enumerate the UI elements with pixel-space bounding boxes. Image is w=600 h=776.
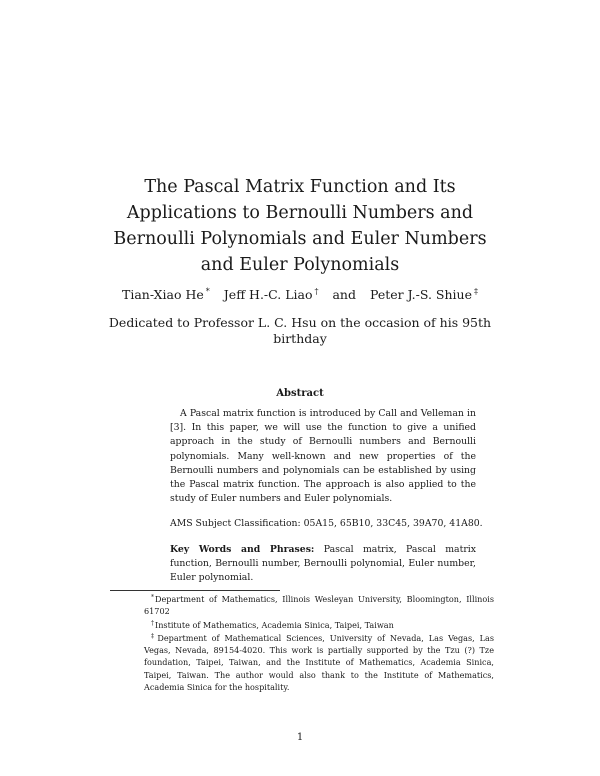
keywords <box>170 543 476 586</box>
author-name: Tian-Xiao He <box>122 287 204 302</box>
footnote-mark: ‡ <box>151 632 157 640</box>
footnote-mark: † <box>151 619 154 627</box>
abstract-heading: Abstract <box>276 388 324 399</box>
author <box>122 287 210 302</box>
page-number: 1 <box>296 732 304 743</box>
author-name: Peter J.-S. Shiue <box>370 287 472 302</box>
title-line: Applications to Bernoulli Numbers and <box>126 203 474 223</box>
footnote <box>144 592 494 618</box>
author-conjunction: and <box>332 287 356 302</box>
footnote <box>144 631 494 693</box>
abstract-text: A Pascal matrix function is introduced by Call and Velleman in [3]. In this paper, we will use the function to give a unified approach in the study of Bernoulli numbers and Bernoulli polynomials. Many well-known and new properties of the Bernoulli numbers and polynomials can be established by using the Pascal matrix function. The approach is also applied to the study of Euler numbers and Euler polynomials. <box>170 408 476 505</box>
author-footnote-mark: ‡ <box>473 287 478 296</box>
author-name: Jeff H.-C. Liao <box>223 287 313 302</box>
title-line: Bernoulli Polynomials and Euler Numbers <box>113 229 487 249</box>
title-line: The Pascal Matrix Function and Its <box>144 177 456 197</box>
footnote-rule <box>110 590 280 591</box>
keywords-text: Pascal matrix, Pascal matrix function, Bernoulli number, Bernoulli polynomial, Euler number, Euler polynomial. <box>170 544 476 584</box>
ams-classification: AMS Subject Classification: 05A15, 65B10, 33C45, 39A70, 41A80. <box>170 518 483 529</box>
title-line: and Euler Polynomials <box>200 255 400 275</box>
footnote-text: Institute of Mathematics, Academia Sinica, Taipei, Taiwan <box>155 619 394 630</box>
keywords-label: Key Words and Phrases: <box>170 544 315 555</box>
author <box>370 287 478 302</box>
footnote-mark: * <box>151 594 154 601</box>
author-footnote-mark: * <box>205 287 210 296</box>
author-list <box>60 287 540 302</box>
author-footnote-mark: † <box>314 287 319 296</box>
footnote <box>144 618 494 631</box>
footnotes <box>144 592 494 693</box>
footnote-text: Department of Mathematical Sciences, University of Nevada, Las Vegas, Las Vegas, Nevada, 89154-4020. This work is partially supported by the Tzu (?) Tze foundation, Taipei, Taiwan, and the Institute of Mathematics, Academia Sinica, Taipei, Taiwan. The author would also thank to the Institute of Mathematics, Academia Sinica for the hospitality. <box>144 632 494 693</box>
footnote-text: Department of Mathematics, Illinois Wesleyan University, Bloomington, Illinois 61702 <box>144 594 494 617</box>
dedication: Dedicated to Professor L. C. Hsu on the occasion of his 95th birthday <box>108 315 492 346</box>
abstract-body <box>170 407 476 506</box>
paper-title <box>80 174 520 278</box>
author <box>224 287 319 302</box>
